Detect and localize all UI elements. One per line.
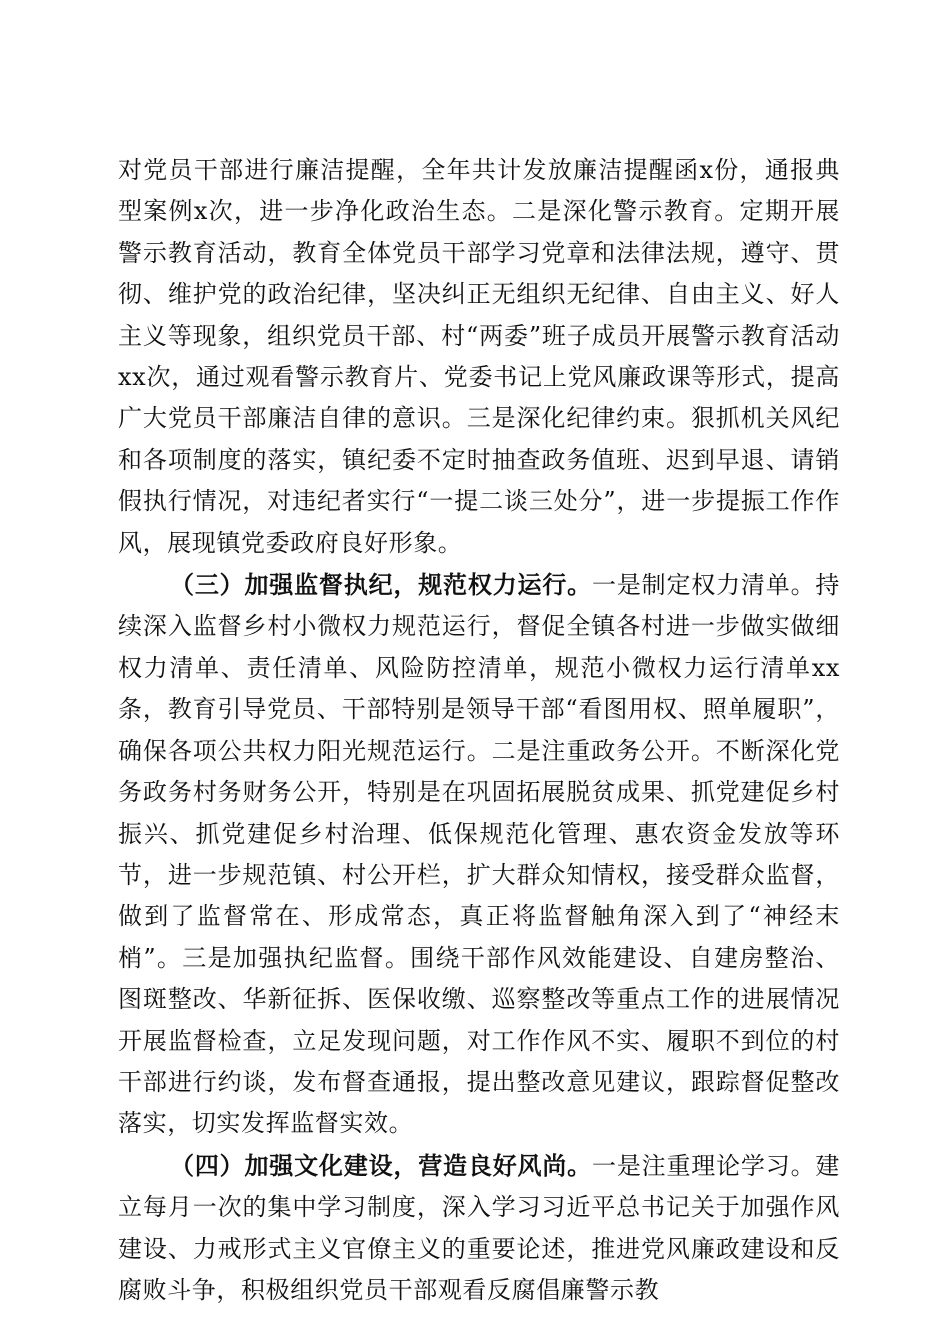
paragraph-text: 一是制定权力清单。持续深入监督乡村小微权力规范运行，督促全镇各村进一步做实做细权力清单、责任清单、风险防控清单，规范小微权力运行清单xx条，教育引导党员、干部特别是领导干部“看图用权、照单履职”，确保各项公共权力阳光规范运行。二是注重政务公开。不断深化党务政务村务财务公开，特别是在巩固拓展脱贫成果、抓党建促乡村振兴、抓党建促乡村治理、低保规范化管理、惠农资金发放等环节，进一步规范镇、村公开栏，扩大群众知情权，接受群众监督，做到了监督常在、形成常态，真正将监督触角深入到了“神经末梢”。三是加强执纪监督。围绕干部作风效能建设、自建房整治、图斑整改、华新征拆、医保收缴、巡察整改等重点工作的进展情况开展监督检查，立足发现问题，对工作作风不实、履职不到位的村干部进行约谈，发布督查通报，提出整改意见建议，跟踪督促整改落实，切实发挥监督实效。 [118,571,841,1138]
paragraph-continuation [118,150,840,564]
paragraph-section-4 [118,1145,840,1312]
paragraph-text: 一是注重理论学习。建立每月一次的集中学习制度，深入学习习近平总书记关于加强作风建设、力戒形式主义官僚主义的重要论述，推进党风廉政建设和反腐败斗争，积极组织党员干部观看反腐倡廉警示教 [118,1151,841,1304]
section-heading: （四）加强文化建设，营造良好风尚。 [170,1150,592,1180]
document-body [118,150,840,1311]
section-heading: （三）加强监督执纪，规范权力运行。 [170,570,592,600]
paragraph-section-3 [118,564,840,1145]
paragraph-text: 对党员干部进行廉洁提醒，全年共计发放廉洁提醒函x份，通报典型案例x次，进一步净化政治生态。二是深化警示教育。定期开展警示教育活动，教育全体党员干部学习党章和法律法规，遵守、贯彻、维护党的政治纪律，坚决纠正无组织无纪律、自由主义、好人主义等现象，组织党员干部、村“两委”班子成员开展警示教育活动xx次，通过观看警示教育片、党委书记上党风廉政课等形式，提高广大党员干部廉洁自律的意识。三是深化纪律约束。狠抓机关风纪和各项制度的落实，镇纪委不定时抽查政务值班、迟到早退、请销假执行情况，对违纪者实行“一提二谈三处分”，进一步提振工作作风，展现镇党委政府良好形象。 [118,156,840,557]
